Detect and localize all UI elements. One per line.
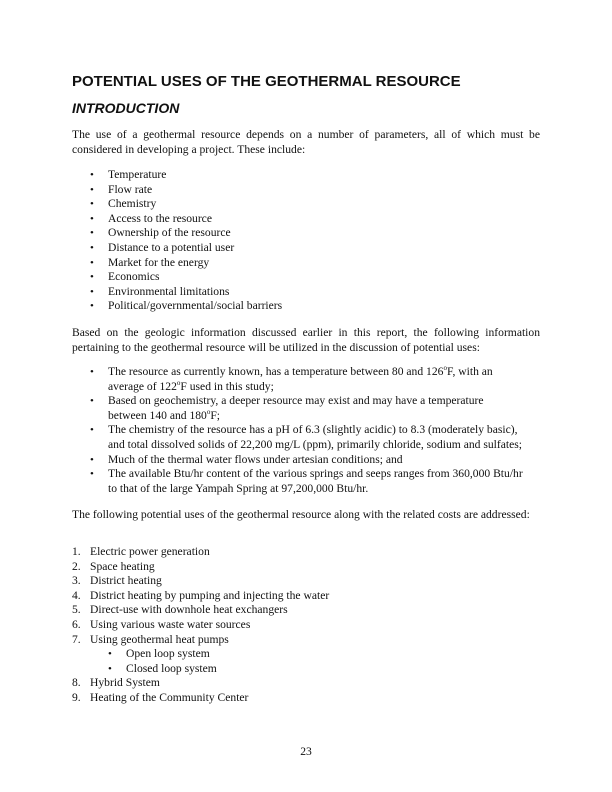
list-item: • Environmental limitations xyxy=(90,284,230,298)
bullet-icon: • xyxy=(90,424,94,437)
uses-list xyxy=(72,545,530,647)
page-title: POTENTIAL USES OF THE GEOTHERMAL RESOURCE xyxy=(72,73,461,90)
list-item: 5. Direct-use with downhole heat exchangers xyxy=(72,603,288,617)
list-item: • Closed loop system xyxy=(108,661,217,675)
page-number: 23 xyxy=(300,745,312,758)
list-item: 7. Using geothermal heat pumps xyxy=(72,632,229,646)
bullet-icon: • xyxy=(90,468,94,481)
list-item: 4. District heating by pumping and injecting the water xyxy=(72,588,330,602)
bullet-icon: • xyxy=(90,256,94,269)
bullet-icon: • xyxy=(108,648,112,660)
list-item: • Distance to a potential user xyxy=(90,240,235,254)
list-item: • The chemistry of the resource has a pH of 6.3 (slightly acidic) to 8.3 (moderately basic), and total dissolved solids of 22,200 mg/L (ppm), primarily chloride, sodium and sulfates; xyxy=(90,423,522,451)
bullet-icon: • xyxy=(90,453,94,466)
list-item: 6. Using various waste water sources xyxy=(72,617,251,631)
list-item: • Much of the thermal water flows under artesian conditions; and xyxy=(90,452,403,466)
bullet-icon: • xyxy=(90,300,94,313)
bullet-icon: • xyxy=(90,271,94,284)
intro-paragraph: The use of a geothermal resource depends on a number of parameters, all of which must be considered in developing a project. These include: xyxy=(72,128,540,156)
bullet-icon: • xyxy=(90,395,94,408)
resource-paragraph: Based on the geologic information discussed earlier in this report, the following information pertaining to the geothermal resource will be utilized in the discussion of potential uses: xyxy=(72,326,540,354)
list-item: 9. Heating of the Community Center xyxy=(72,690,249,704)
bullet-icon: • xyxy=(90,285,94,298)
list-item: • Chemistry xyxy=(90,197,157,211)
list-item: • Political/governmental/social barriers xyxy=(90,299,283,313)
parameter-list xyxy=(90,168,528,314)
list-item: • Open loop system xyxy=(108,647,210,660)
bullet-icon: • xyxy=(90,366,94,378)
list-item: • Economics xyxy=(90,270,160,284)
bullet-icon: • xyxy=(90,169,94,181)
list-item: • Temperature xyxy=(90,168,167,181)
resource-info-list xyxy=(90,364,548,496)
list-item: 2. Space heating xyxy=(72,559,155,573)
section-heading: INTRODUCTION xyxy=(72,100,180,116)
uses-list-continued xyxy=(72,676,530,705)
bullet-icon: • xyxy=(90,227,94,240)
list-item: • The resource as currently known, has a temperature between 80 and 126$^o$F, with an average of 122$^o$F used in this study; xyxy=(90,364,493,393)
bullet-icon: • xyxy=(90,183,94,196)
list-item: 3. District heating xyxy=(72,574,162,588)
list-item: • Flow rate xyxy=(90,182,153,196)
list-item: • Market for the energy xyxy=(90,255,210,269)
list-item: • Access to the resource xyxy=(90,211,212,225)
heat-pump-sublist xyxy=(108,647,426,676)
list-item: • Ownership of the resource xyxy=(90,226,231,240)
uses-paragraph: The following potential uses of the geothermal resource along with the related costs are addressed: xyxy=(72,508,530,521)
list-item: • The available Btu/hr content of the various springs and seeps ranges from 360,000 Btu/hr to that of the large Yampah Spring at 97,200,000 Btu/hr. xyxy=(90,467,523,495)
list-item: 8. Hybrid System xyxy=(72,676,160,689)
bullet-icon: • xyxy=(90,198,94,211)
list-item: 1. Electric power generation xyxy=(72,545,210,558)
bullet-icon: • xyxy=(90,212,94,225)
bullet-icon: • xyxy=(90,241,94,254)
bullet-icon: • xyxy=(108,662,112,675)
list-item: • Based on geochemistry, a deeper resource may exist and may have a temperature between 140 and 180$^o$F; xyxy=(90,394,484,422)
